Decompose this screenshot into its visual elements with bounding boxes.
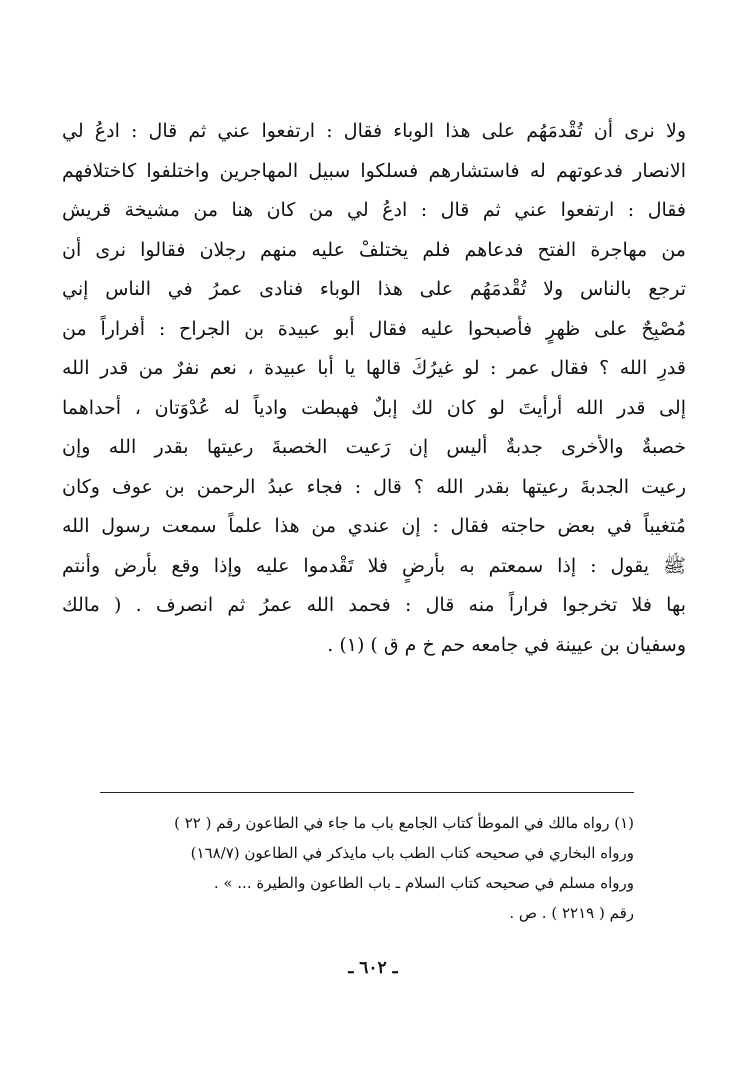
main-text-block (62, 112, 686, 665)
text-line: مُصْبِحٌ على ظهرٍ فأصبحوا عليه فقال أبو عبيدة بن الجراح : أفراراً من (62, 317, 686, 340)
footnote-line: ورواه البخاري في صحيحه كتاب الطب باب مايذكر في الطاعون (١٦٨/٧) (190, 844, 634, 862)
page-number: ـ ٦٠٢ ـ (348, 958, 398, 978)
text-line: فقال : ارتفعوا عني ثم قال : ادعُ لي من كان هنا من مشيخة قريش (62, 199, 686, 221)
text-line: خصبةٌ والأخرى جدبةٌ أليس إن رَعيت الخصبةَ رعيتها بقدر الله وإن (62, 436, 686, 458)
text-line: الانصار فدعوتهم له فاستشارهم فسلكوا سبيل المهاجرين واختلفوا كاختلافهم (62, 159, 686, 182)
text-line: رعيت الجدبةَ رعيتها بقدر الله ؟ قال : فجاء عبدُ الرحمن بن عوف وكان (62, 475, 686, 498)
text-line: ﷺ يقول : إذا سمعتم به بأرضٍ فلا تَقْدموا عليه وإذا وقع بأرض وأنتم (62, 554, 686, 577)
text-line: وسفيان بن عيينة في جامعه حم خ م ق ) (١) . (327, 633, 686, 656)
text-line: قدرِ الله ؟ فقال عمر : لو غيرُكَ قالها يا أبا عبيدة ، نعم نفرٌ من قدر الله (62, 357, 686, 379)
footnote-line: (١) رواه مالك في الموطأ كتاب الجامع باب ما جاء في الطاعون رقم ( ٢٢ ) (174, 814, 634, 832)
footnotes-block (100, 808, 634, 928)
text-line: ولا نرى أن تُقْدمَهُم على هذا الوباء فقال : ارتفعوا عني ثم قال : ادعُ لي (62, 120, 686, 142)
footnote-divider (100, 792, 634, 793)
text-line: مُتغيباً في بعض حاجته فقال : إن عندي من هذا علماً سمعت رسول الله (62, 515, 686, 537)
text-line: إلى قدر الله أرأيتَ لو كان لك إبلٌ فهبطت وادياً له عُدْوَتان ، أحداهما (62, 396, 686, 419)
text-line: ترجع بالناس ولا تُقْدمَهُم على هذا الوباء فنادى عمرُ في الناس إني (62, 278, 686, 300)
text-line: بها فلا تخرجوا فراراً منه قال : فحمد الله عمرُ ثم انصرف . ( مالك (62, 594, 686, 616)
text-line: من مهاجرة الفتح فدعاهم فلم يختلفْ عليه منهم رجلان فقالوا نرى أن (62, 238, 686, 261)
footnote-line: ورواه مسلم في صحيحه كتاب السلام ـ باب الطاعون والطيرة ... » . (213, 874, 634, 892)
footnote-line: رقم ( ٢٢١٩ ) . ص . (509, 904, 634, 922)
